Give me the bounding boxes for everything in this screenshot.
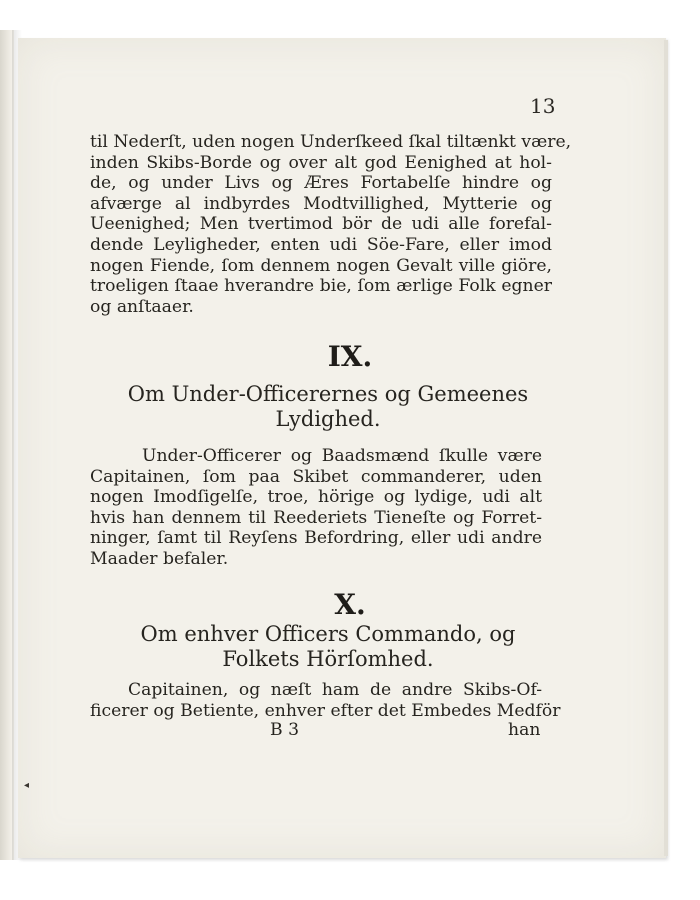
text-line: nogen Fiende, ſom dennem nogen Gevalt ville giöre, — [90, 255, 552, 276]
paragraph-continued — [90, 132, 572, 317]
text-line: troeligen ſtaae hverandre bie, ſom ærlige Folk egner — [90, 276, 552, 297]
text-line: til Nederſt, uden nogen Underſkeed ſkal tiltænkt være, — [90, 132, 572, 152]
section-numeral-x: X. — [334, 588, 366, 621]
section-numeral-ix: IX. — [327, 340, 373, 373]
text-line: ninger, ſamt til Reyſens Befordring, eller udi andre — [90, 528, 542, 549]
text-line: inden Skibs-Borde og over alt god Eenighed at hol- — [90, 152, 552, 173]
signature-mark: B 3 — [270, 720, 300, 740]
text-line: de, og under Livs og Æres Fortabelſe hindre og — [90, 173, 552, 194]
section-ix-body — [90, 446, 542, 570]
text-line: ficerer og Betiente, enhver efter det Embedes Medför — [90, 700, 561, 721]
page-fore-edge — [664, 40, 668, 856]
margin-ink-mark: ◂ — [24, 780, 30, 791]
text-line: hvis han dennem til Reederiets Tieneſte og Forret- — [90, 507, 542, 528]
heading-line: Lydighed. — [275, 407, 381, 431]
text-line: Ueenighed; Men tvertimod bör de udi alle forefal- — [90, 214, 552, 235]
heading-line: Folkets Hörſomhed. — [222, 647, 434, 671]
catchword: han — [508, 720, 541, 740]
text-line: nogen Imodſigelſe, troe, hörige og lydige, udi alt — [90, 487, 542, 508]
text-line: dende Leyligheder, enten udi Söe-Fare, eller imod — [90, 234, 552, 255]
text-line: Maader befaler. — [90, 548, 229, 569]
text-line: Capitainen, ſom paa Skibet commanderer, uden — [90, 466, 542, 487]
text-line: Under-Officerer og Baadsmænd ſkulle være — [142, 446, 542, 466]
heading-line: Om Under-Officerernes og Gemeenes — [127, 382, 529, 406]
text-line: og anſtaaer. — [90, 296, 194, 317]
section-heading-x — [90, 622, 566, 672]
page-number: 13 — [530, 94, 556, 118]
text-line: afværge al indbyrdes Modtvillighed, Mytterie og — [90, 193, 552, 214]
heading-line: Om enhver Officers Commando, og — [140, 622, 516, 646]
section-heading-ix — [90, 382, 566, 432]
section-x-body — [90, 680, 561, 721]
text-line: Capitainen, og næſt ham de andre Skibs-Of- — [128, 680, 542, 700]
